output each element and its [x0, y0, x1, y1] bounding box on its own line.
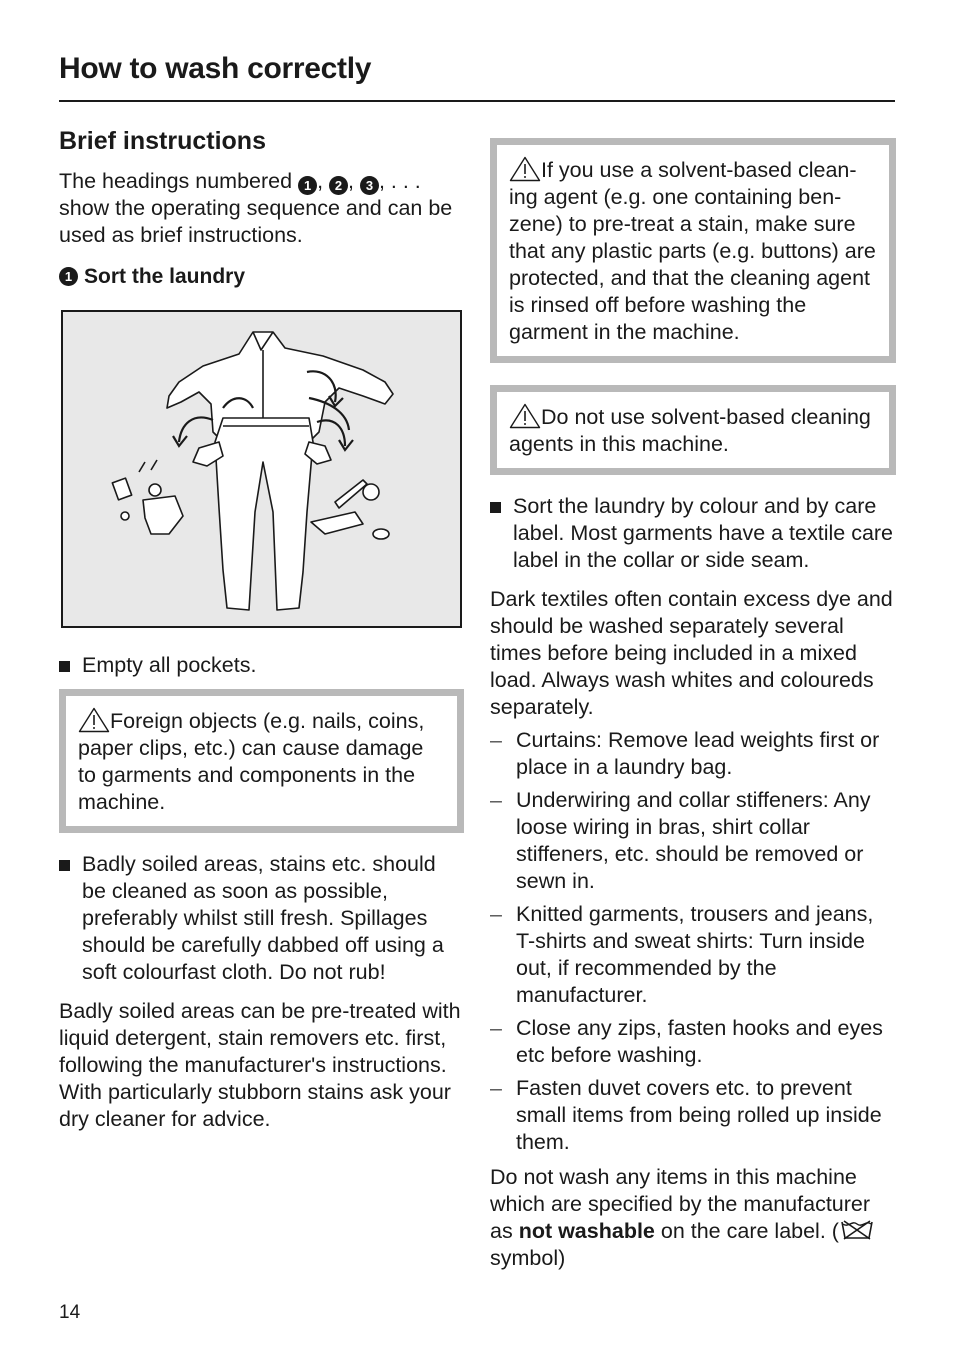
warning-box-solvent-clean: [490, 138, 896, 363]
section-title: Brief instructions: [59, 127, 266, 155]
step-heading-sort: [59, 263, 464, 290]
step-badge-1: 1: [298, 176, 317, 195]
dash-item-curtains: – Curtains: Remove lead weights first or place in a laundry bag.: [490, 727, 896, 781]
intro-paragraph: The headings numbered 1 , 2 , 3 , . . . show the operating sequence and can be used as brief instructions.: [59, 169, 453, 247]
right-column: [490, 138, 896, 1272]
not-washable-emphasis: not washable: [518, 1219, 655, 1243]
dash-item-duvet: – Fasten duvet covers etc. to prevent small items from being rolled up inside them.: [490, 1075, 896, 1156]
bullet-sort-laundry: Sort the laundry by colour and by care label. Most garments have a textile care label in the collar or side seam.: [490, 493, 896, 574]
dash-item-zips: – Close any zips, fasten hooks and eyes etc before washing.: [490, 1015, 896, 1069]
warning-text: If you use a solvent-based clean-ing agent (e.g. one containing ben-zene) to pre-treat a stain, make sure that any plastic parts (e.g. buttons) are protected, and that the cleaning agent is rinsed off before washing the garment in the machine.: [509, 158, 876, 344]
intro-text-b: , . . . show the operating sequence and can be used as brief instructions.: [59, 169, 453, 247]
paragraph-not-washable: Do not wash any items in this machine which are specified by the manufacturer as not washable on the care label. ( symbol): [490, 1164, 896, 1272]
step-heading-label: Sort the laundry: [84, 265, 246, 288]
left-column: [59, 126, 464, 1133]
page-number: 14: [59, 1302, 81, 1323]
warning-triangle-icon: [78, 707, 110, 733]
warning-text: Foreign objects (e.g. nails, coins, paper clips, etc.) can cause damage to garments and components in the machine.: [78, 709, 425, 814]
paragraph-pretreat: Badly soiled areas can be pre-treated with liquid detergent, stain removers etc. first, following the manufacturer's instructions. With particularly stubborn stains ask your dry cleaner for advice.: [59, 999, 461, 1131]
dash-item-underwiring: – Underwiring and collar stiffeners: Any loose wiring in bras, shirt collar stiffeners, etc. should be removed or sewn in.: [490, 787, 896, 895]
warning-box-solvent-machine: [490, 385, 896, 475]
dash-item-knitted: – Knitted garments, trousers and jeans, T-shirts and sweat shirts: Turn inside out, if recommended by the manufacturer.: [490, 901, 896, 1009]
bullet-empty-pockets: Empty all pockets.: [59, 652, 464, 679]
step-badge: 1: [59, 267, 78, 286]
warning-text: Do not use solvent-based cleaning agents in this machine.: [509, 405, 871, 456]
step-badge-3: 3: [360, 176, 379, 195]
warning-box-foreign-objects: [59, 689, 464, 833]
jacket-trousers-drawing: [63, 312, 460, 626]
intro-text-a: The headings numbered: [59, 169, 299, 193]
laundry-illustration: [61, 310, 462, 628]
paragraph-dark-textiles: Dark textiles often contain excess dye and should be washed separately several times before being included in a mixed load. Always wash whites and coloureds separately.: [490, 587, 893, 719]
warning-triangle-icon: [509, 156, 541, 182]
do-not-wash-icon: [840, 1219, 874, 1241]
warning-triangle-icon: [509, 403, 541, 429]
step-badge-2: 2: [329, 176, 348, 195]
bullet-soiled-areas: Badly soiled areas, stains etc. should be cleaned as soon as possible, preferably whilst still fresh. Spillages should be carefully dabbed off using a soft colourfast cloth. Do not rub!: [59, 851, 464, 986]
page-title: How to wash correctly: [59, 52, 372, 85]
title-rule: [59, 100, 895, 102]
